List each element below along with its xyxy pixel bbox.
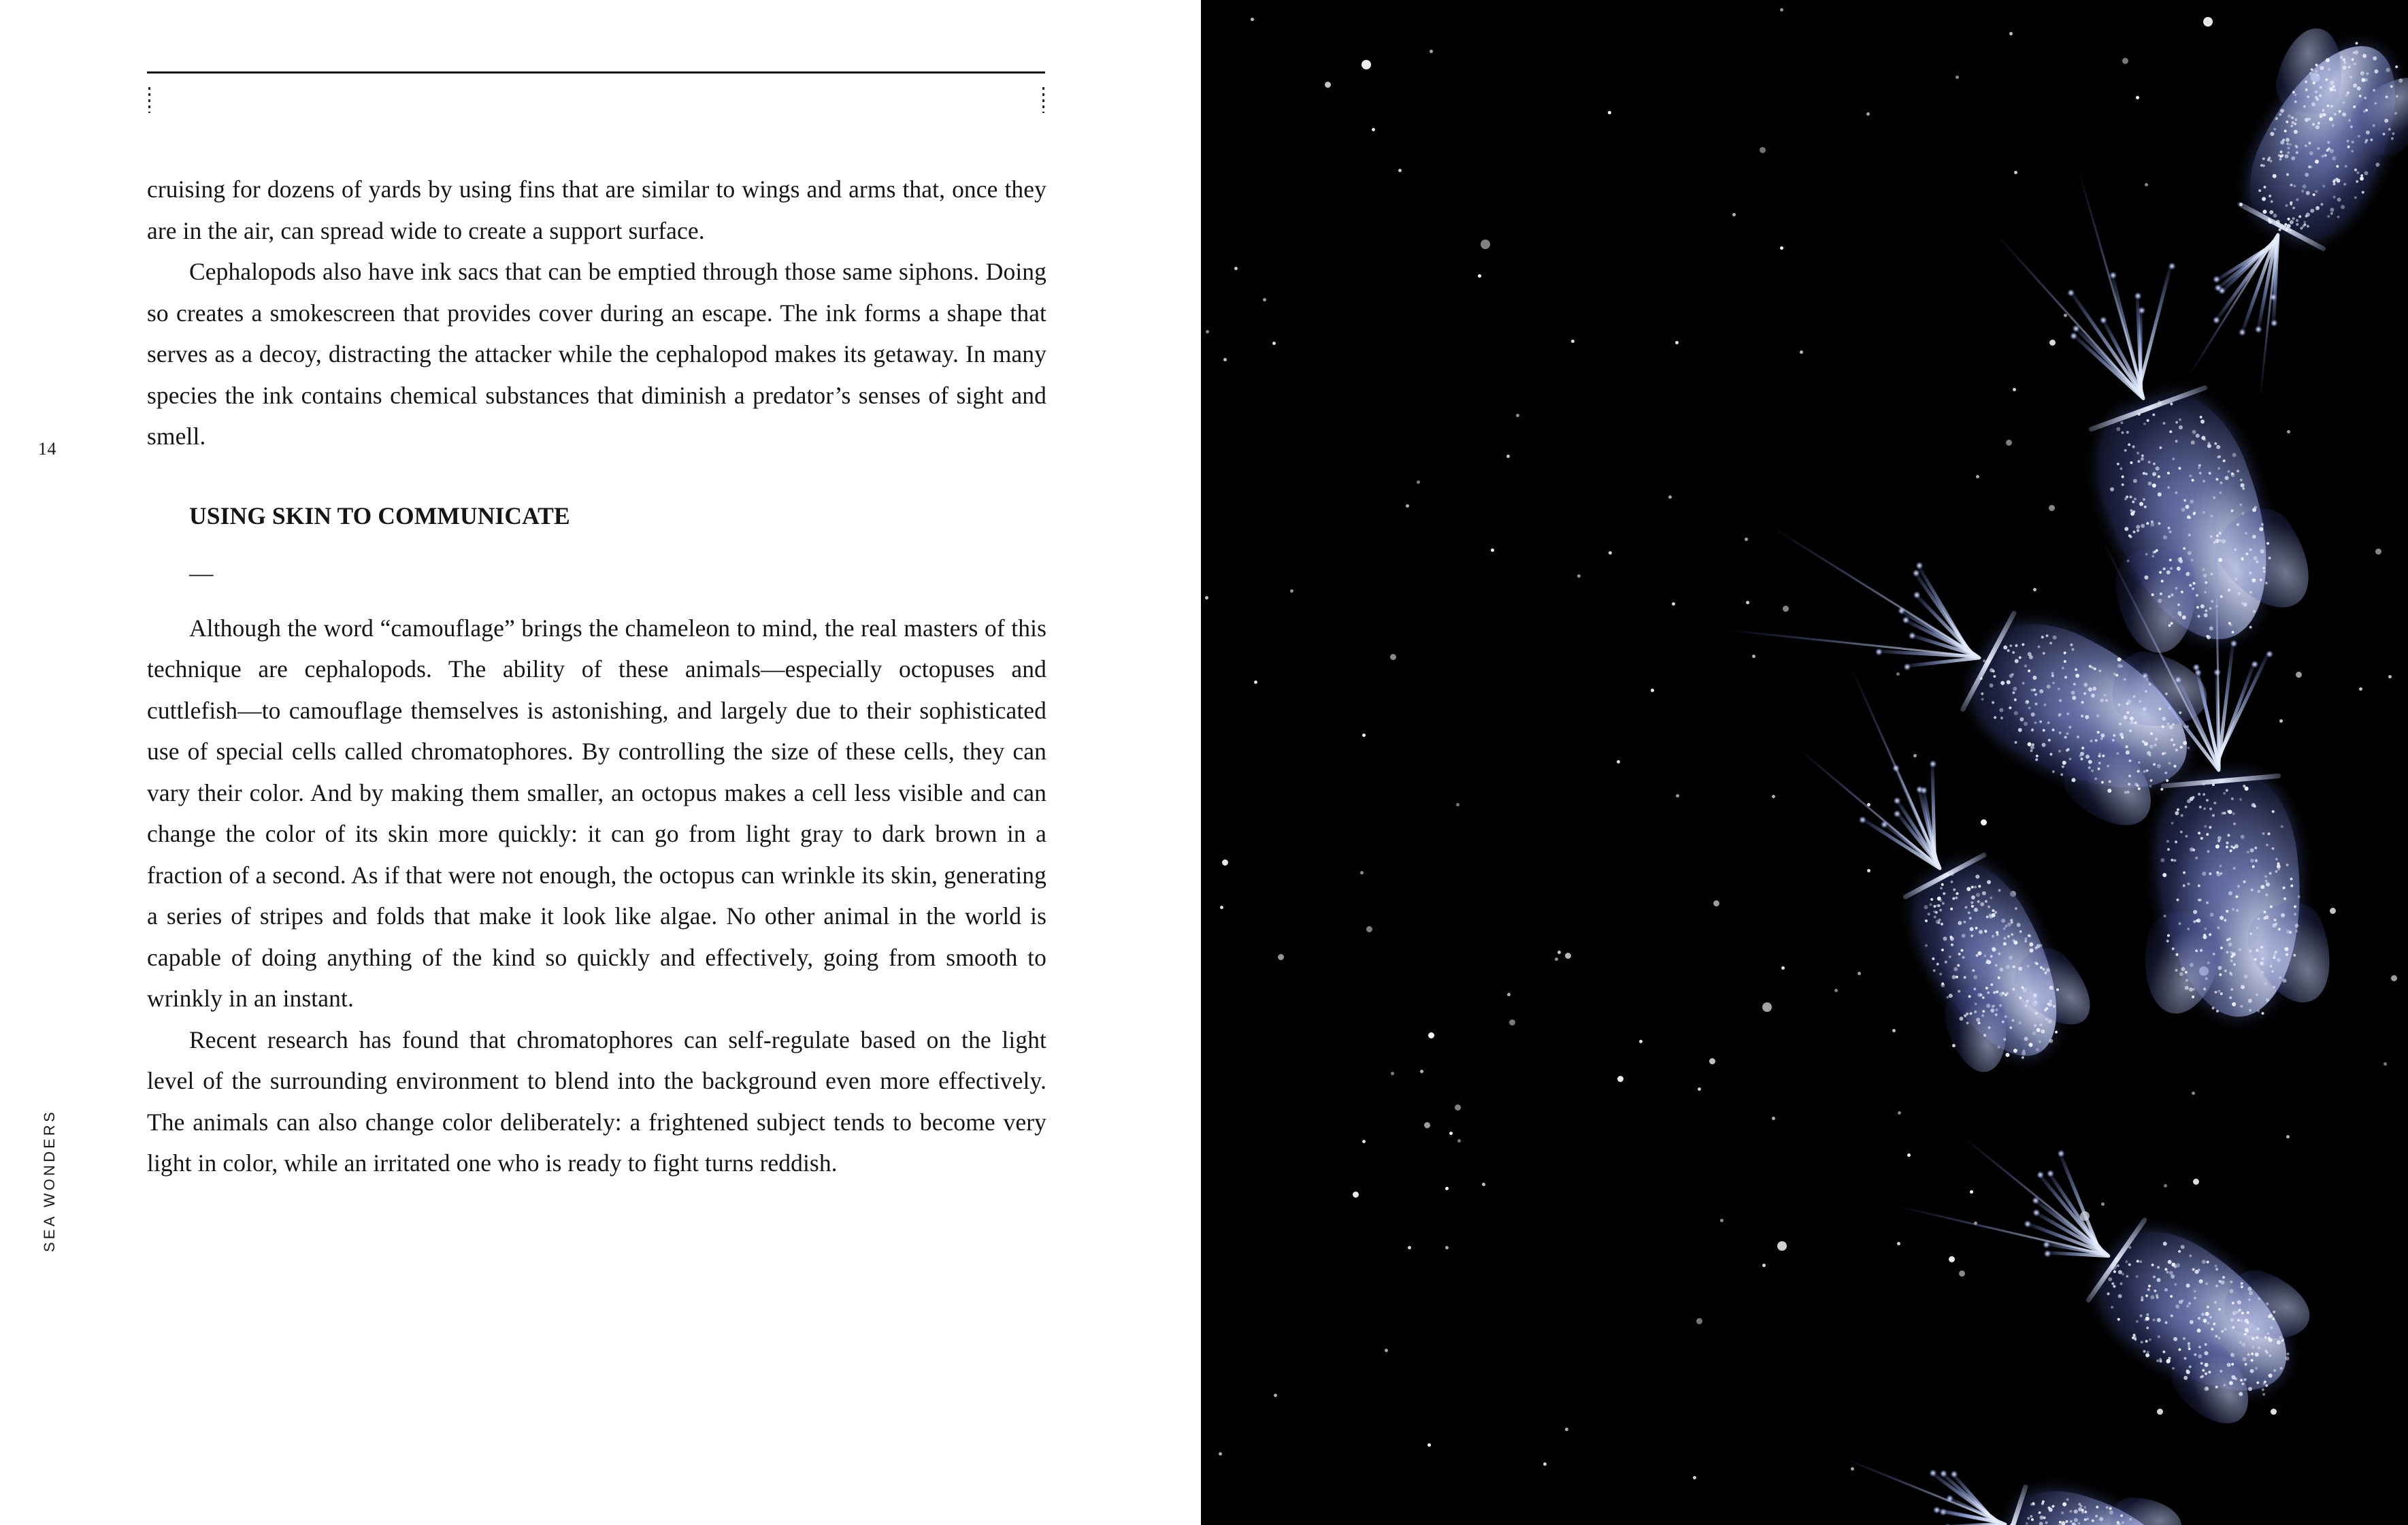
squid-speck bbox=[2186, 799, 2191, 804]
star-dot bbox=[1478, 274, 1481, 278]
star-dot bbox=[1362, 734, 1366, 737]
squid-speck bbox=[2173, 859, 2176, 862]
star-dot bbox=[2375, 548, 2381, 555]
squid-speck bbox=[2280, 913, 2285, 918]
body-text-column bbox=[147, 169, 1046, 1184]
squid-speck bbox=[2298, 896, 2300, 898]
star-dot bbox=[1222, 859, 1228, 866]
squid-speck bbox=[2273, 956, 2275, 959]
star-dot bbox=[1509, 1019, 1515, 1026]
star-dot bbox=[2049, 505, 2055, 511]
squid-speck bbox=[2200, 836, 2203, 839]
squid-arm bbox=[2215, 244, 2272, 282]
star-dot bbox=[1366, 926, 1372, 932]
star-dot bbox=[1263, 298, 1266, 301]
star-dot bbox=[2136, 96, 2139, 99]
squid-speck bbox=[2355, 42, 2358, 45]
star-dot bbox=[1398, 169, 1402, 172]
squid-speck bbox=[2231, 908, 2234, 911]
star-dot bbox=[1385, 1349, 1388, 1352]
squid-speck bbox=[2250, 888, 2253, 891]
squid-illustration bbox=[2136, 593, 2311, 1023]
squid-tentacle bbox=[1801, 751, 1941, 868]
squid-speck bbox=[2232, 1002, 2237, 1006]
star-dot bbox=[1220, 906, 1223, 909]
squid-arm-tip bbox=[2043, 1249, 2052, 1258]
squid-speck bbox=[2233, 822, 2236, 825]
squid-speck bbox=[2267, 832, 2270, 835]
star-dot bbox=[1272, 342, 1276, 345]
squid-speck bbox=[2203, 987, 2206, 990]
squid-speck bbox=[2271, 847, 2274, 849]
squid-speck bbox=[2290, 884, 2293, 887]
section-subhead: USING SKIN TO COMMUNICATE bbox=[189, 502, 570, 529]
star-dot bbox=[1362, 1140, 1366, 1143]
squid-speck bbox=[2224, 919, 2226, 921]
squid-arm-tip bbox=[2238, 328, 2247, 338]
squid-speck bbox=[2191, 996, 2194, 998]
squid-speck bbox=[2228, 891, 2232, 896]
squid-speck bbox=[2198, 884, 2200, 887]
star-dot bbox=[1428, 1443, 1431, 1447]
star-dot bbox=[1639, 1040, 1643, 1043]
star-dot bbox=[1780, 246, 1783, 250]
subhead-dash: — bbox=[189, 559, 214, 587]
paragraph-ink-sacs: Cephalopods also have ink sacs that can be emptied through those same siphons. Doing so creates a smokescreen that provides cover during an escape. The ink forms a shape that serves as a decoy, distracting the attacker while the cephalopod makes its getaway. In many species the ink contains chemical substances that diminish a predator’s senses of sight and smell. bbox=[147, 258, 1046, 450]
tick-mark-left-icon bbox=[148, 87, 150, 113]
star-dot bbox=[1251, 18, 1254, 21]
star-dot bbox=[1565, 953, 1571, 959]
star-dot bbox=[2330, 908, 2336, 914]
star-dot bbox=[2287, 430, 2290, 433]
star-dot bbox=[1449, 1132, 1453, 1135]
squid-speck bbox=[2220, 915, 2224, 920]
squid-arm-tip bbox=[2254, 325, 2264, 334]
star-dot bbox=[1406, 504, 1409, 508]
paragraph-continued: cruising for dozens of yards by using fins that are similar to wings and arms that, once they are in the air, can spread wide to create a support surface. bbox=[147, 176, 1046, 244]
star-dot bbox=[1762, 1002, 1772, 1012]
star-dot bbox=[2296, 672, 2302, 678]
star-dot bbox=[1713, 900, 1719, 906]
squid-speck bbox=[2229, 849, 2232, 852]
star-dot bbox=[1234, 267, 1238, 270]
star-dot bbox=[2384, 1062, 2387, 1066]
star-dot bbox=[1746, 601, 1749, 604]
star-dot bbox=[1577, 574, 1581, 578]
squid-speck bbox=[2261, 1012, 2264, 1015]
page-number: 14 bbox=[38, 439, 56, 459]
star-dot bbox=[1834, 989, 1838, 992]
squid-speck bbox=[2256, 926, 2258, 929]
star-dot bbox=[1617, 1076, 1623, 1082]
star-dot bbox=[1457, 1139, 1461, 1143]
squid-speck bbox=[2181, 967, 2186, 972]
squid-speck bbox=[2185, 835, 2188, 838]
squid-speck bbox=[2256, 994, 2258, 996]
squid-arm-tip bbox=[1907, 631, 1917, 640]
star-dot bbox=[1424, 1122, 1430, 1128]
squid-speck bbox=[2174, 840, 2177, 843]
star-dot bbox=[1417, 480, 1420, 484]
squid-speck bbox=[2202, 871, 2207, 876]
star-dot bbox=[1617, 760, 1620, 764]
squid-arm-tip bbox=[2023, 1219, 2032, 1228]
star-dot bbox=[1858, 972, 1861, 975]
star-dot bbox=[1672, 602, 1675, 606]
star-dot bbox=[1571, 340, 1574, 343]
squid-speck bbox=[2275, 922, 2277, 925]
squid-arm-tip bbox=[2057, 1149, 2066, 1158]
squid-speck bbox=[2293, 953, 2296, 956]
star-dot bbox=[1981, 819, 1987, 825]
paragraph-camouflage: Although the word “camouflage” brings the chameleon to mind, the real masters of this technique are cephalopods. The ability of these animals—especially octopuses and cuttlefish—to camouflage themselves is astonishing, and largely due to their sophisticated use of special cells called chromatophores. By controlling the size of these cells, they can vary their color. And by making them smaller, an octopus makes a cell less visible and can change the color of its skin more quickly: it can go from light gray to dark brown in a fraction of a second. As if that were not enough, the octopus can wrinkle its skin, generating a series of stripes and folds that make it look like algae. No other animal in the world is capable of doing anything of the kind so quickly and effectively, going from smooth to wrinkly in an instant. bbox=[147, 614, 1046, 1012]
squid-speck bbox=[2200, 949, 2203, 952]
squid-speck bbox=[2232, 867, 2235, 870]
star-dot bbox=[1892, 1029, 1896, 1032]
star-dot bbox=[1428, 1032, 1434, 1038]
star-dot bbox=[1223, 358, 1227, 361]
squid-speck bbox=[2215, 845, 2220, 849]
squid-arm-tip bbox=[1874, 647, 1883, 657]
star-dot bbox=[1506, 455, 1510, 458]
squid-speck bbox=[2260, 885, 2265, 889]
star-dot bbox=[2192, 1092, 2195, 1095]
squid-speck bbox=[2239, 949, 2241, 951]
star-dot bbox=[2164, 1184, 2167, 1187]
star-dot bbox=[1391, 1072, 1394, 1075]
star-dot bbox=[1676, 794, 1679, 798]
squid-speck bbox=[2246, 851, 2249, 853]
star-dot bbox=[1866, 112, 1870, 116]
star-dot bbox=[1456, 803, 1459, 806]
star-dot bbox=[1206, 330, 1209, 333]
star-dot bbox=[1762, 1264, 1766, 1267]
squid-speck bbox=[2166, 940, 2168, 942]
squid-tentacle bbox=[1848, 1459, 2007, 1525]
star-dot bbox=[1760, 147, 1766, 153]
star-dot bbox=[1455, 1104, 1461, 1111]
star-dot bbox=[1907, 1153, 1911, 1157]
star-dot bbox=[1219, 1452, 1222, 1456]
squid-speck bbox=[2230, 951, 2232, 953]
star-dot bbox=[1481, 240, 1490, 249]
star-dot bbox=[1675, 341, 1679, 344]
text-page bbox=[0, 0, 1201, 1525]
squid-speck bbox=[2295, 930, 2298, 932]
squid-illustration bbox=[1934, 1108, 2315, 1424]
illustration-page bbox=[1201, 0, 2408, 1525]
star-dot bbox=[2033, 588, 2036, 591]
star-dot bbox=[1752, 655, 1755, 658]
star-dot bbox=[1668, 495, 1672, 499]
star-dot bbox=[2009, 32, 2013, 35]
squid-speck bbox=[2271, 810, 2274, 813]
squid-speck bbox=[2171, 821, 2174, 824]
squid-speck bbox=[2167, 934, 2170, 936]
squid-speck bbox=[2294, 913, 2296, 915]
squid-speck bbox=[2257, 1010, 2260, 1013]
star-dot bbox=[1709, 1058, 1715, 1064]
squid-fin bbox=[2109, 1496, 2183, 1525]
squid-speck bbox=[2051, 770, 2055, 773]
star-dot bbox=[2286, 1135, 2290, 1138]
star-dot bbox=[1772, 795, 1775, 798]
squid-speck bbox=[2394, 65, 2398, 69]
star-dot bbox=[1543, 1462, 1547, 1466]
squid-arm-tip bbox=[2251, 661, 2258, 668]
squid-arm-tip bbox=[2270, 318, 2279, 328]
squid-speck bbox=[2203, 935, 2207, 940]
star-dot bbox=[1781, 966, 1785, 970]
star-dot bbox=[1360, 871, 1364, 874]
squid-speck bbox=[2212, 953, 2215, 955]
star-dot bbox=[1783, 606, 1789, 612]
star-dot bbox=[1482, 1183, 1485, 1186]
star-dot bbox=[2271, 1409, 2277, 1415]
squid-speck bbox=[2262, 1392, 2266, 1396]
paragraph-research: Recent research has found that chromatophores can self-regulate based on the light level of the surrounding environment to blend into the background even more effectively. The animals can also change color deliberately: a frightened subject tends to become very light in color, while an irritated one who is ready to fight turns reddish. bbox=[147, 1026, 1046, 1177]
star-dot bbox=[1956, 76, 1959, 79]
star-dot bbox=[1693, 1476, 1696, 1479]
star-dot bbox=[1325, 82, 1331, 88]
star-dot bbox=[1780, 8, 1783, 12]
star-dot bbox=[1897, 1242, 1900, 1245]
star-dot bbox=[1555, 957, 1558, 961]
star-dot bbox=[2193, 1179, 2199, 1185]
star-dot bbox=[1445, 1246, 1449, 1249]
star-dot bbox=[2122, 58, 2128, 64]
squid-speck bbox=[2209, 808, 2212, 810]
squid-speck bbox=[2265, 1384, 2269, 1388]
squid-speck bbox=[2204, 928, 2207, 930]
star-dot bbox=[1698, 1087, 1701, 1091]
star-dot bbox=[1205, 596, 1208, 600]
squid-illustration bbox=[1826, 1422, 2188, 1525]
star-dot bbox=[1408, 1246, 1411, 1249]
squid-arm-tip bbox=[2230, 640, 2237, 648]
star-dot bbox=[1800, 350, 1803, 354]
star-dot bbox=[1290, 589, 1293, 593]
star-dot bbox=[2359, 687, 2362, 691]
star-dot bbox=[1777, 1241, 1787, 1251]
squid-speck bbox=[2192, 988, 2194, 991]
star-dot bbox=[2145, 183, 2148, 186]
squid-speck bbox=[2234, 844, 2239, 849]
running-head: SEA WONDERS bbox=[41, 1109, 58, 1252]
star-dot bbox=[2006, 440, 2012, 446]
squid-speck bbox=[2198, 792, 2200, 795]
squid-speck bbox=[2206, 799, 2209, 802]
star-dot bbox=[1557, 951, 1561, 954]
star-dot bbox=[1353, 1192, 1359, 1198]
squid-arm-tip bbox=[2266, 651, 2273, 658]
star-dot bbox=[1949, 1256, 1955, 1262]
squid-speck bbox=[2260, 945, 2263, 948]
squid-speck bbox=[2261, 1388, 2265, 1392]
tick-mark-right-icon bbox=[1042, 87, 1044, 113]
squid-speck bbox=[2263, 917, 2266, 919]
squid-speck bbox=[2187, 928, 2190, 930]
star-dot bbox=[1565, 1428, 1568, 1431]
star-dot bbox=[1390, 654, 1396, 660]
star-dot bbox=[1507, 993, 1511, 996]
star-dot bbox=[1516, 414, 1519, 417]
squid-speck bbox=[2054, 1030, 2058, 1033]
star-dot bbox=[1254, 680, 1257, 684]
squid-speck bbox=[2166, 848, 2169, 851]
star-dot bbox=[1445, 1187, 1449, 1190]
star-dot bbox=[1696, 1318, 1702, 1324]
squid-arm bbox=[2139, 264, 2173, 387]
star-dot bbox=[2203, 17, 2213, 27]
star-dot bbox=[1372, 128, 1375, 131]
star-dot bbox=[1976, 475, 1979, 478]
squid-speck bbox=[2232, 812, 2234, 815]
star-dot bbox=[2391, 975, 2397, 981]
star-dot bbox=[1609, 551, 1612, 555]
squid-speck bbox=[2021, 1056, 2024, 1060]
star-dot bbox=[1362, 60, 1371, 69]
star-dot bbox=[1430, 50, 1433, 53]
squid-speck bbox=[2212, 1006, 2215, 1009]
star-dot bbox=[1745, 538, 1748, 541]
star-dot bbox=[1274, 1394, 1277, 1397]
star-dot bbox=[1720, 1219, 1723, 1222]
star-dot bbox=[1772, 1117, 1775, 1120]
squid-arm-tip bbox=[1928, 759, 1938, 768]
star-dot bbox=[2014, 171, 2017, 174]
star-dot bbox=[1278, 954, 1284, 960]
star-dot bbox=[2013, 388, 2016, 391]
star-dot bbox=[1420, 1070, 1423, 1073]
star-dot bbox=[2388, 675, 2392, 678]
squid-speck bbox=[2249, 848, 2254, 853]
star-dot bbox=[1651, 689, 1654, 692]
star-dot bbox=[1608, 111, 1611, 114]
squid-speck bbox=[2180, 814, 2183, 817]
star-dot bbox=[1898, 1111, 1901, 1115]
star-dot bbox=[1959, 1270, 1965, 1277]
star-dot bbox=[1867, 869, 1870, 872]
star-dot bbox=[2157, 1409, 2163, 1415]
squid-speck bbox=[2269, 872, 2271, 874]
star-dot bbox=[1732, 213, 1736, 216]
star-dot bbox=[1491, 548, 1494, 552]
header-rule bbox=[147, 71, 1045, 73]
squid-speck bbox=[2275, 951, 2277, 953]
